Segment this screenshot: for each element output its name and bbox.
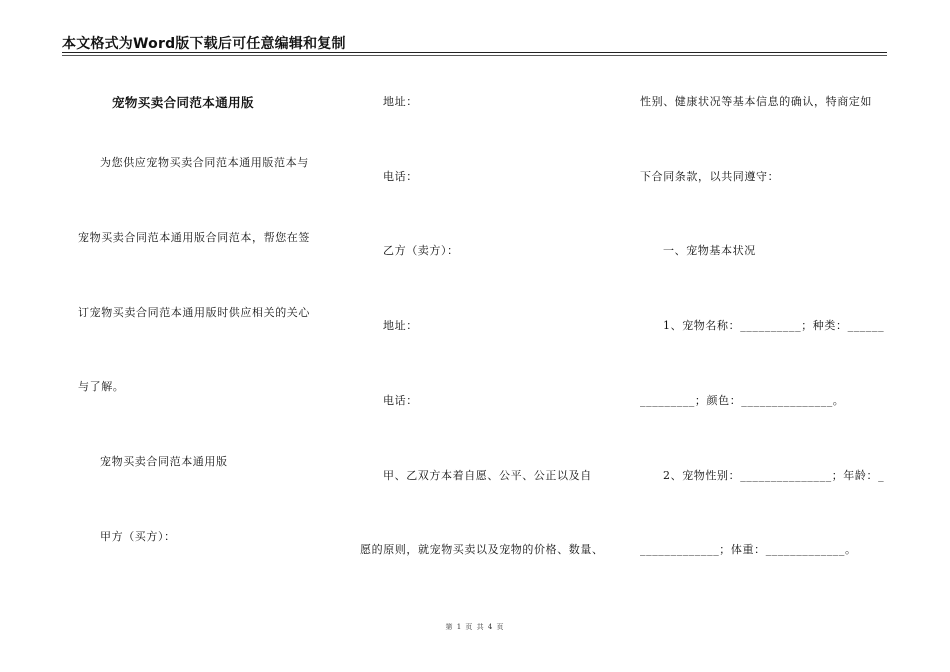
document-header-title: 本文格式为Word版下载后可任意编辑和复制 xyxy=(62,36,346,52)
contract-subtitle: 宠物买卖合同范本通用版 xyxy=(100,455,228,468)
section-heading: 一、宠物基本状况 xyxy=(663,244,756,257)
pet-weight-field: _____________；体重：_____________。 xyxy=(640,543,857,556)
header-divider-thin xyxy=(62,55,887,56)
paragraph-line: 甲、乙双方本着自愿、公平、公正以及自 xyxy=(383,469,592,482)
document-title: 宠物买卖合同范本通用版 xyxy=(112,95,254,110)
paragraph-line: 宠物买卖合同范本通用版合同范本，帮您在签 xyxy=(78,231,310,244)
pet-color-field: _________；颜色：_______________。 xyxy=(640,394,845,407)
address-label: 地址： xyxy=(383,319,418,332)
paragraph-line: 下合同条款，以共同遵守： xyxy=(640,170,780,183)
page-number: 第 1 页 共 4 页 xyxy=(445,623,505,631)
pet-sex-field: 2、宠物性别：_______________；年龄：_ xyxy=(663,469,885,482)
phone-label: 电话： xyxy=(383,170,418,183)
header-divider xyxy=(62,52,887,53)
paragraph-line: 与了解。 xyxy=(78,380,125,393)
paragraph-line: 为您供应宠物买卖合同范本通用版范本与 xyxy=(100,156,309,169)
party-a-label: 甲方（买方）： xyxy=(100,530,176,543)
paragraph-line: 订宠物买卖合同范本通用版时供应相关的关心 xyxy=(78,306,310,319)
address-label: 地址： xyxy=(383,95,418,108)
paragraph-line: 性别、健康状况等基本信息的确认，特商定如 xyxy=(640,95,872,108)
pet-name-field: 1、宠物名称：__________；种类：______ xyxy=(663,319,885,332)
paragraph-line: 愿的原则，就宠物买卖以及宠物的价格、数量、 xyxy=(360,543,604,556)
party-b-label: 乙方（卖方）： xyxy=(383,244,459,257)
phone-label: 电话： xyxy=(383,394,418,407)
